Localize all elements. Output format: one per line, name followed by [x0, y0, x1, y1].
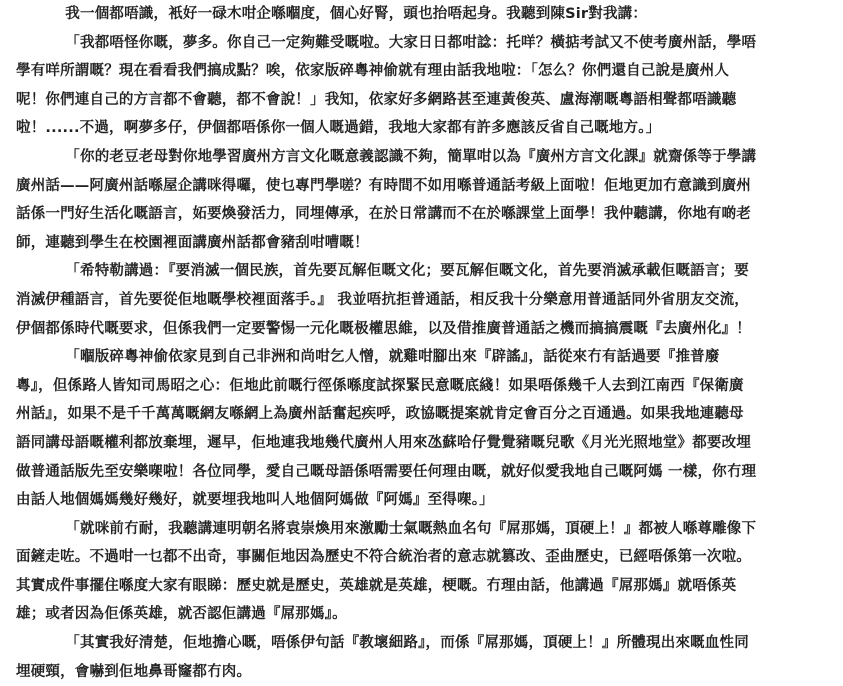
paragraph: 我一個都唔識，衹好一碌木咁企喺嗰度，個心好腎，頭也抬唔起身。我聽到陳Sir對我講：: [65, 6, 648, 22]
paragraph: 「其實我好清楚，佢地擔心嘅，唔係伊句話『教壞細路』，而係『屌那媽，頂硬上！』所體現出來嘅血性同 埋硬頸，會嚇到佢地鼻哥窿都冇肉。: [16, 635, 749, 680]
paragraph: 「嗰版碎粵神偷依家見到自己非洲和尚咁乞人憎，就雞咁腳出來『辟謠』，話從來冇有話過要『推普廢 粵』，但係路人皆知司馬昭之心：佢地此前嘅行徑係喺度試探緊民意嘅底綫！如果唔係幾千人去到江南西『保衛廣 州話』，如果不是千千萬萬嘅網友喺網上為廣州話奮起疾呼，政協嘅提案就肯定會百分之百通過。如果我地連聽母 語同講母語嘅權利都放棄埋，遲早，佢地連我地幾代廣州人用來氹蘇哈仔覺覺豬嘅兒歌《月光光照地堂》都要改埋 做普通話版先至安樂㗎啦！各位同學，愛自己嘅母語係唔需要任何理由嘅，就好似愛我地自己嘅阿媽 一樣，你冇理 由話人地個媽媽幾好幾好，就要埋我地叫人地個阿媽做『阿媽』至得㗎。」: [16, 349, 757, 509]
paragraph: 「希特勒講過：『要消滅一個民族，首先要瓦解佢嘅文化；要瓦解佢嘅文化，首先要消滅承載佢嘅語言；要 消滅伊種語言，首先要從佢地嘅學校裡面落手。』 我並唔抗拒普通話，相反我十分樂意用普通話同外省朋友交流， 伊個都係時代嘅要求，但係我們一定要警惕一元化嘅极權思維，以及借推廣普通話之機而搞搞震嘅『去廣州化』！: [16, 263, 751, 337]
article-body: [16, 0, 821, 686]
paragraph: 「你的老豆老母對你地學習廣州方言文化嘅意義認識不夠，簡單咁以為『廣州方言文化課』就齋係等于學講 廣州話——阿廣州話喺屋企講咪得囉，使乜專門學嗟？有時間不如用喺普通話考級上面啦！佢地更加冇意識到廣州 話係一門好生活化嘅語言，妬要煥發活力，同埋傳承，在於日常講而不在於喺課堂上面學！我仲聽講，你地有啲老 師，連聽到學生在校園裡面講廣州話都會豬刮咁嘈嘅！: [16, 148, 757, 251]
paragraph: 「就咪前冇耐，我聽講連明朝名將袁崇煥用來激勵士氣嘅熱血名句『屌那媽，頂硬上！』都被人喺尊雕像下 面鏟走咗。不過咁一乜都不出奇，事關佢地因為歷史不符合統治者的意志就篡改、歪曲歷史，已經唔係第一次啦。 其實成件事擺住喺度大家有眼睇：歷史就是歷史，英雄就是英雄，梗嘅。冇理由話，他講過『屌那媽』就唔係英 雄；或者因為佢係英雄，就否認佢講過『屌那媽』。: [16, 520, 757, 623]
paragraph: 「我都唔怪你嘅，夢多。你自己一定夠難受嘅啦。大家日日都咁諗：托咩？橫掂考試又不使考廣州話，學唔 學有咩所謂嘅？現在看看我們搞成點？唉，依家版碎粵神偷就有理由話我地啦：「怎么？你們還自己說是廣州人 呢！你們連自己的方言都不會聽，都不會說！」我知，依家好多網路甚至連黃俊英、盧海潮嘅粵語相聲都唔識聽 啦！......不過，啊夢多仔，伊個都唔係你一個人嘅過錯，我地大家都有許多應該反省自己嘅地方。」: [16, 34, 757, 137]
